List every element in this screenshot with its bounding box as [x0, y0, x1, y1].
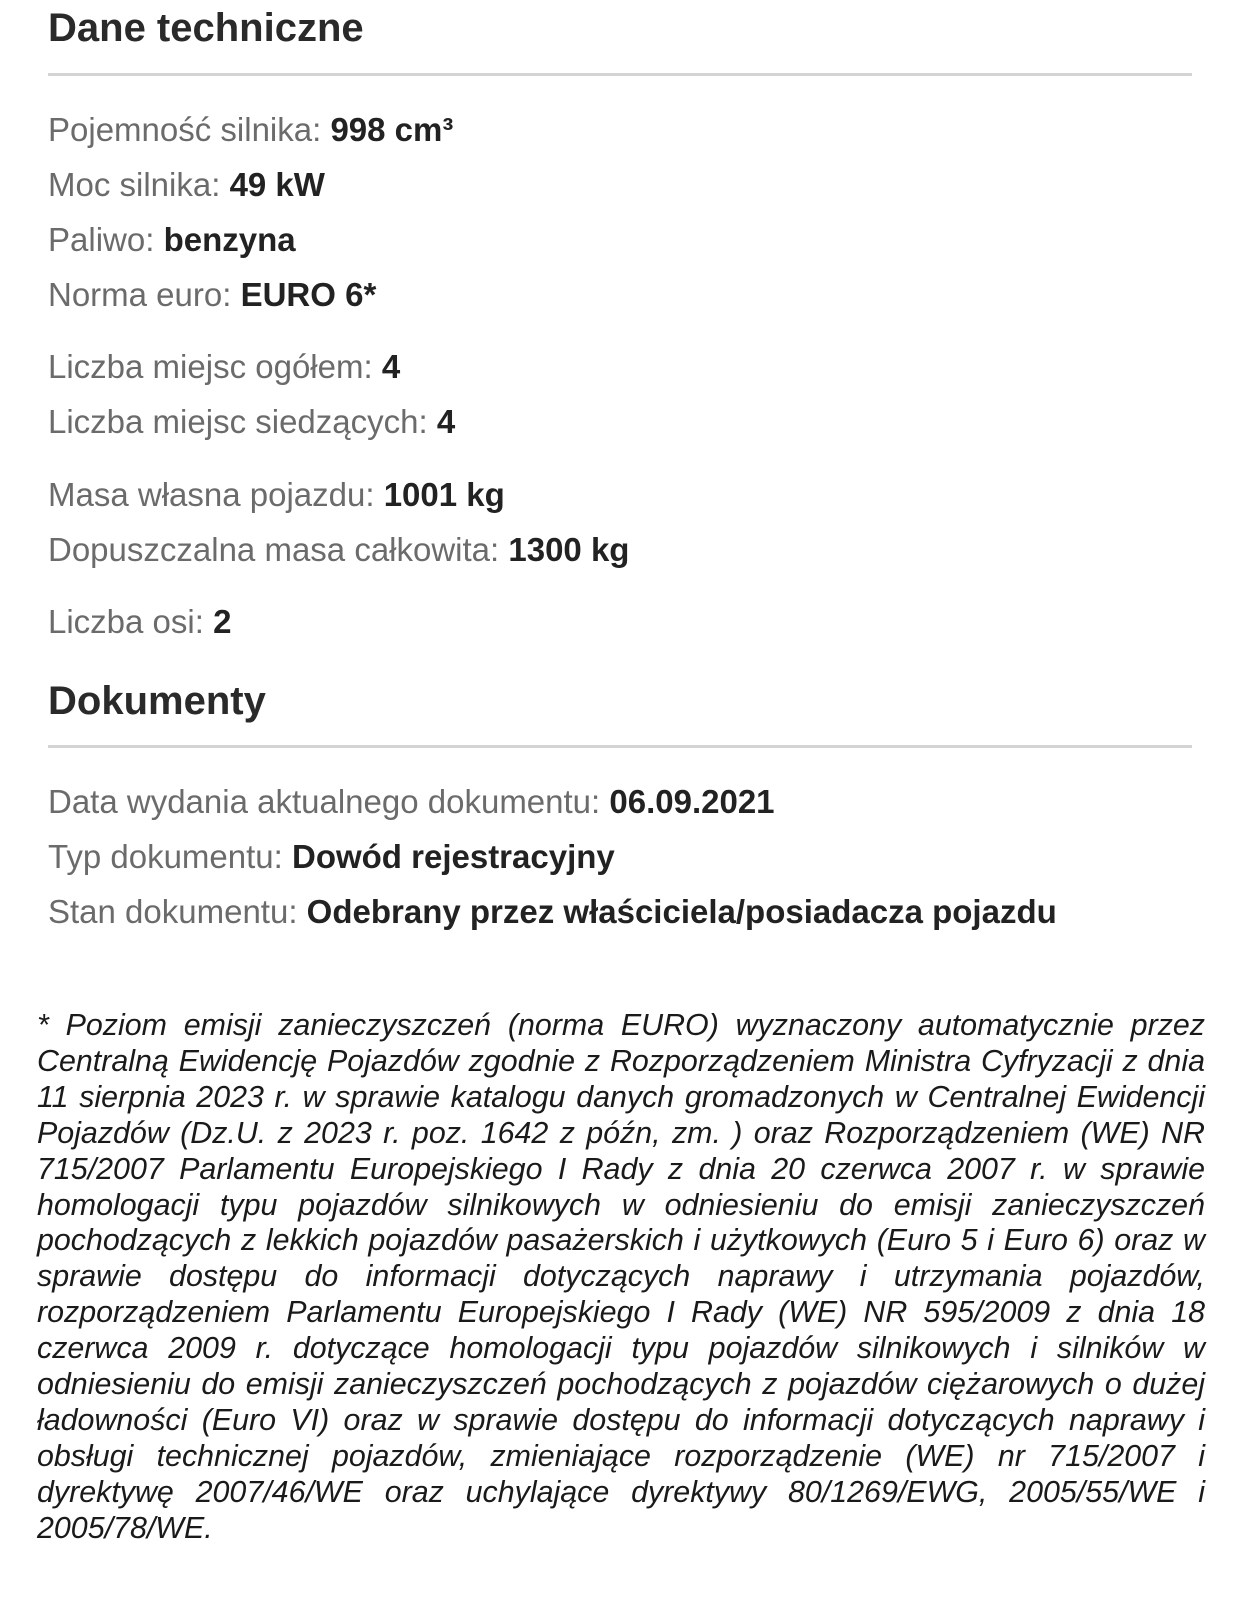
field-label: Norma euro:: [48, 276, 241, 313]
field-value: 4: [381, 348, 401, 385]
field-value: 1300 kg: [508, 531, 630, 568]
field-label: Typ dokumentu:: [48, 838, 292, 875]
field-value: EURO 6*: [240, 276, 377, 313]
section-title-technical: Dane techniczne: [48, 6, 364, 50]
field-label: Paliwo:: [48, 221, 164, 258]
field-value: Odebrany przez właściciela/posiadacza pojazdu: [306, 893, 1057, 930]
field-value: Dowód rejestracyjny: [291, 838, 615, 875]
field-value: benzyna: [163, 221, 296, 258]
field-value: 06.09.2021: [609, 783, 775, 820]
field-label: Moc silnika:: [48, 166, 230, 203]
field-seated-seats: [48, 402, 455, 442]
field-label: Pojemność silnika:: [48, 111, 331, 148]
field-fuel: [48, 220, 296, 260]
field-label: Stan dokumentu:: [48, 893, 307, 930]
field-euro-norm: [48, 275, 376, 315]
euro-norm-footnote: * Poziom emisji zanieczyszczeń (norma EURO) wyznaczony automatycznie przez Centralną Ewidencję Pojazdów zgodnie z Rozporządzeniem Ministra Cyfryzacji z dnia 11 sierpnia 2023 r. w sprawie katalogu danych gromadzonych w Centralnej Ewidencji Pojazdów (Dz.U. z 2023 r. poz. 1642 z późn, zm. ) oraz Rozporządzeniem (WE) NR 715/2007 Parlamentu Europejskiego I Rady z dnia 20 czerwca 2007 r. w sprawie homologacji typu pojazdów silnikowych w odniesieniu do emisji zanieczyszczeń pochodzących z lekkich pojazdów pasażerskich i użytkowych (Euro 5 i Euro 6) oraz w sprawie dostępu do informacji dotyczących naprawy i utrzymania pojazdów, rozporządzeniem Parlamentu Europejskiego I Rady (WE) NR 595/2009 z dnia 18 czerwca 2009 r. dotyczące homologacji typu pojazdów silnikowych i silników w odniesieniu do emisji zanieczyszczeń pochodzących z pojazdów ciężarowych o dużej ładowności (Euro VI) oraz w sprawie dostępu do informacji dotyczących naprawy i obsługi technicznej pojazdów, zmieniające rozporządzenie (WE) nr 715/2007 i dyrektywę 2007/46/WE oraz uchylające dyrektywy 80/1269/EWG, 2005/55/WE i 2005/78/WE.: [37, 1008, 1205, 1545]
field-document-status: [48, 892, 1057, 932]
field-total-seats: [48, 347, 400, 387]
field-label: Liczba osi:: [48, 603, 214, 640]
field-curb-weight: [48, 475, 505, 515]
field-value: 4: [436, 403, 456, 440]
field-label: Dopuszczalna masa całkowita:: [48, 531, 509, 568]
field-document-issue-date: [48, 782, 775, 822]
field-axles: [48, 602, 231, 642]
field-max-weight: [48, 530, 629, 570]
field-label: Liczba miejsc ogółem:: [48, 348, 382, 385]
field-value: 2: [213, 603, 232, 640]
field-value: 49 kW: [229, 166, 325, 203]
field-document-type: [48, 837, 615, 877]
field-engine-capacity: [48, 110, 453, 150]
section-title-documents: Dokumenty: [48, 679, 266, 723]
divider-technical: [48, 73, 1192, 76]
field-label: Liczba miejsc siedzących:: [48, 403, 437, 440]
field-engine-power: [48, 165, 325, 205]
field-value: 998 cm³: [330, 111, 454, 148]
field-label: Data wydania aktualnego dokumentu:: [48, 783, 610, 820]
divider-documents: [48, 745, 1192, 748]
field-label: Masa własna pojazdu:: [48, 476, 384, 513]
field-value: 1001 kg: [383, 476, 505, 513]
